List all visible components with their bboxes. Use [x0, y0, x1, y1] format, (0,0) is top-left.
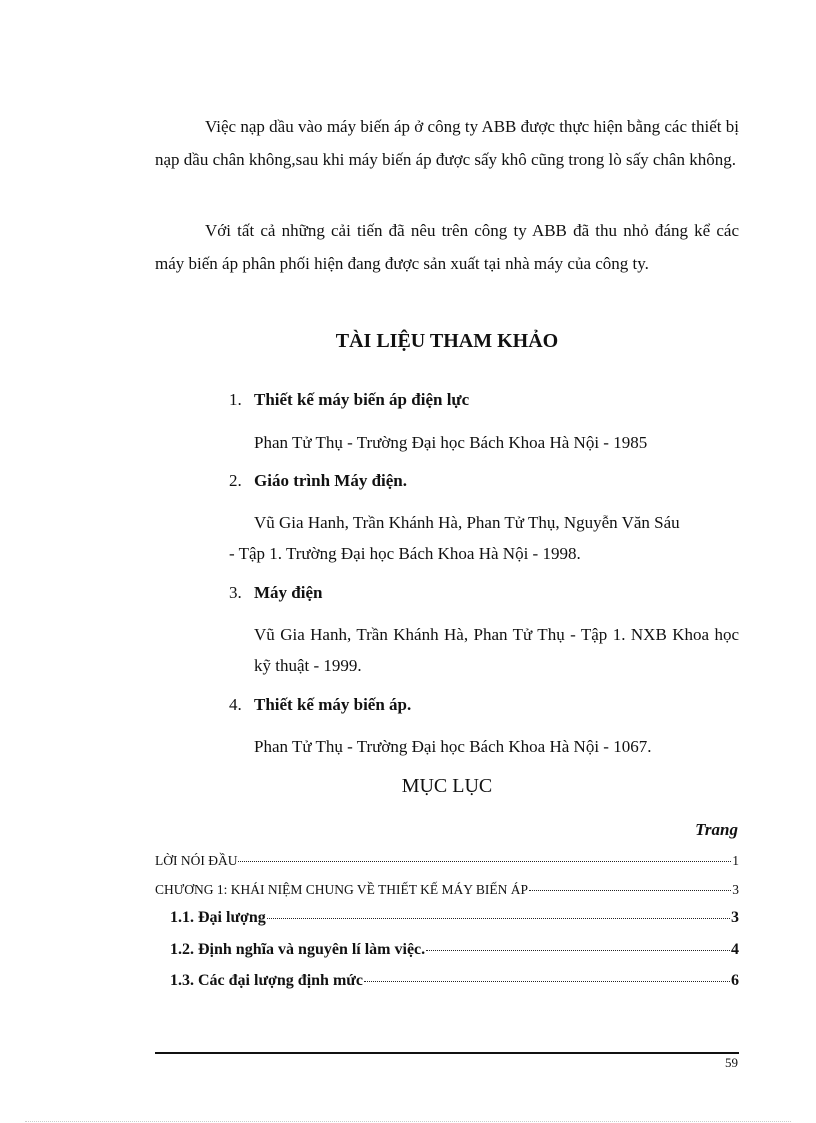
reference-number: 2. — [229, 471, 242, 490]
toc-leader-dots — [364, 981, 730, 982]
reference-title: Giáo trình Máy điện. — [254, 471, 408, 490]
toc-entry-page: 1 — [732, 853, 739, 868]
toc-entry[interactable] — [155, 882, 739, 898]
toc-entry[interactable] — [155, 853, 739, 869]
toc-entry-page: 6 — [731, 972, 739, 989]
page-edge-divider — [25, 1121, 791, 1122]
toc-entry[interactable] — [170, 941, 739, 959]
toc-entry-label: 1.3. Các đại lượng định mức — [170, 972, 363, 989]
references-heading: TÀI LIỆU THAM KHẢO — [335, 330, 559, 352]
toc-leader-dots — [238, 861, 731, 862]
reference-number: 3. — [229, 583, 242, 602]
toc-entry[interactable] — [170, 909, 739, 927]
toc-entry-label: 1.2. Định nghĩa và nguyên lí làm việc. — [170, 941, 426, 958]
toc-entry-label: CHƯƠNG 1: KHÁI NIỆM CHUNG VỀ THIẾT KẾ MÁY BIẾN ÁP — [155, 882, 528, 897]
toc-entry-page: 3 — [731, 909, 739, 926]
page-number: 59 — [725, 1055, 738, 1070]
reference-title: Thiết kế máy biến áp điện lực — [254, 390, 470, 409]
reference-details: Phan Tử Thụ - Trường Đại học Bách Khoa Hà Nội - 1067. — [254, 737, 652, 756]
footer-rule — [155, 1052, 739, 1054]
reference-details: Vũ Gia Hanh, Trần Khánh Hà, Phan Tử Thụ, Nguyễn Văn Sáu — [254, 513, 680, 532]
toc-entry[interactable] — [170, 972, 739, 990]
toc-entry-label: LỜI NÓI ĐẦU — [155, 853, 238, 868]
reference-number: 4. — [229, 695, 242, 714]
body-paragraph-2: Với tất cả những cải tiến đã nêu trên công ty ABB đã thu nhỏ đáng kể các máy biến áp phân phối hiện đang được sản xuất tại nhà máy của công ty. — [155, 221, 739, 273]
toc-entry-label: 1.1. Đại lượng — [170, 909, 266, 926]
body-paragraph-1: Việc nạp dầu vào máy biến áp ở công ty ABB được thực hiện bằng các thiết bị nạp dầu chân không,sau khi máy biến áp được sấy khô cũng trong lò sấy chân không. — [155, 117, 739, 169]
reference-title: Thiết kế máy biến áp. — [254, 695, 412, 714]
reference-number: 1. — [229, 390, 242, 409]
toc-leader-dots — [426, 950, 730, 951]
toc-leader-dots — [267, 918, 730, 919]
toc-leader-dots — [529, 890, 731, 891]
reference-details: Vũ Gia Hanh, Trần Khánh Hà, Phan Tử Thụ - Tập 1. NXB Khoa học kỹ thuật - 1999. — [254, 625, 739, 675]
reference-details: Phan Tử Thụ - Trường Đại học Bách Khoa Hà Nội - 1985 — [254, 433, 648, 452]
toc-heading: MỤC LỤC — [401, 775, 493, 797]
toc-page-column-label: Trang — [695, 820, 738, 839]
toc-entry-page: 3 — [732, 882, 739, 897]
reference-title: Máy điện — [254, 583, 323, 602]
reference-details: - Tập 1. Trường Đại học Bách Khoa Hà Nội - 1998. — [229, 544, 581, 563]
toc-entry-page: 4 — [731, 941, 739, 958]
